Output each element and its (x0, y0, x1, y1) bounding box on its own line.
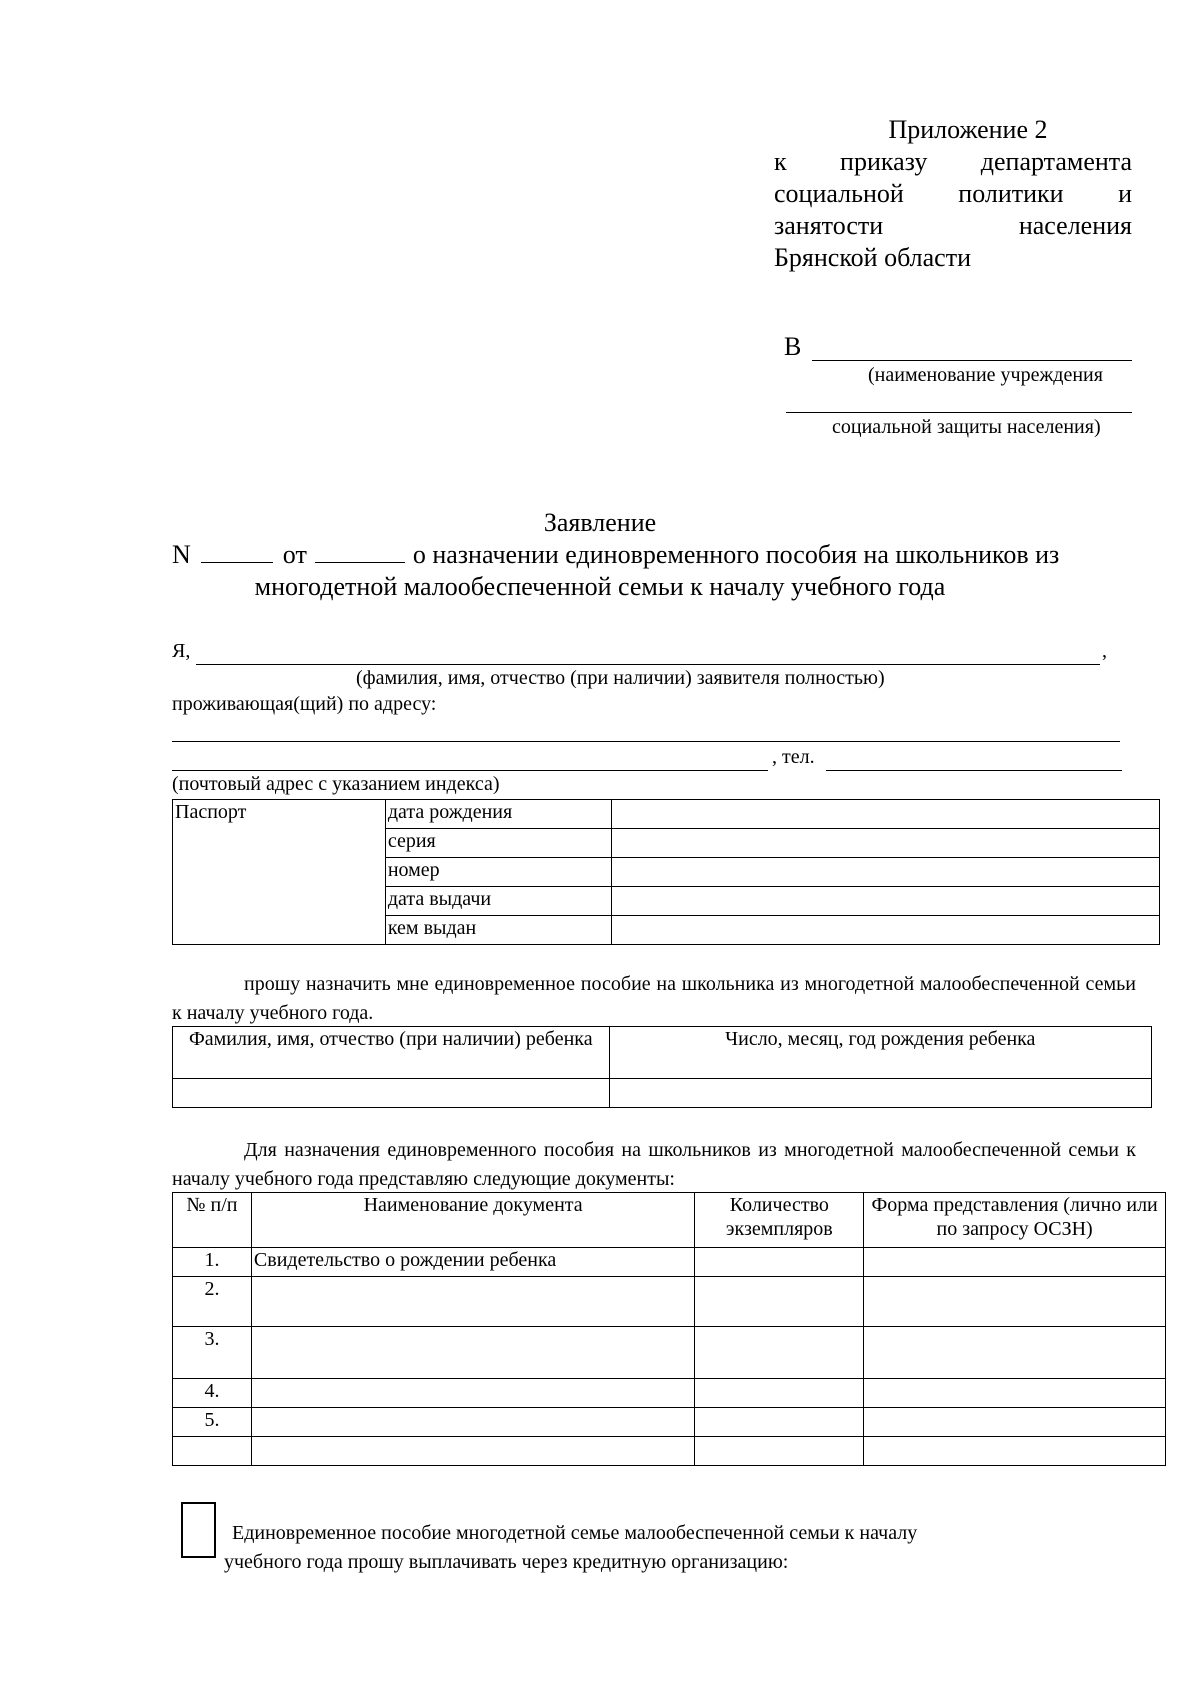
payment-checkbox[interactable] (181, 1502, 216, 1558)
passport-field-label: дата выдачи (385, 887, 611, 916)
form-cell[interactable] (864, 1408, 1166, 1437)
qty-header: Количество экземпляров (695, 1193, 864, 1248)
annex-word: социальной (774, 179, 904, 208)
annex-word: и (1118, 179, 1132, 208)
passport-table (172, 799, 1160, 945)
annex-word: департамента (980, 147, 1132, 176)
documents-intro: Для назначения единовременного пособия на школьников из многодетной малообеспеченной семьи к началу учебного года представляю следующие документы: (172, 1139, 1136, 1190)
form-cell[interactable] (864, 1379, 1166, 1408)
annex-word: политики (958, 179, 1064, 208)
form-cell[interactable] (864, 1327, 1166, 1379)
address-caption: (почтовый адрес с указанием индекса) (172, 773, 500, 795)
annex-header (774, 114, 1132, 274)
table-row (173, 1248, 1166, 1277)
passport-value-cell[interactable] (611, 858, 1159, 887)
form-cell[interactable] (864, 1437, 1166, 1466)
applicant-comma: , (1102, 640, 1107, 662)
payment-text-line-2: учебного года прошу выплачивать через кредитную организацию: (224, 1551, 789, 1573)
document-subtitle-line-1 (172, 540, 1132, 570)
annex-line-4: Брянской области (774, 243, 971, 272)
form-header: Форма представления (лично или по запросу ОСЗН) (864, 1193, 1166, 1248)
passport-label: Паспорт (173, 800, 386, 945)
table-row (173, 1193, 1166, 1248)
passport-field-label: номер (385, 858, 611, 887)
passport-value-cell[interactable] (611, 829, 1159, 858)
recipient-field-2[interactable] (786, 412, 1132, 413)
phone-field[interactable] (826, 770, 1122, 771)
doc-name-cell[interactable] (251, 1379, 694, 1408)
qty-cell[interactable] (695, 1248, 864, 1277)
passport-field-label: дата рождения (385, 800, 611, 829)
row-number (173, 1437, 252, 1466)
child-table (172, 1026, 1152, 1108)
annex-word: населения (1018, 211, 1132, 240)
annex-title: Приложение 2 (888, 115, 1048, 144)
row-number: 3. (173, 1327, 252, 1379)
table-row (173, 1277, 1166, 1327)
request-text: прошу назначить мне единовременное пособие на школьника из многодетной малообеспеченной семьи к началу учебного года. (172, 973, 1136, 1024)
address-field-2[interactable] (172, 770, 768, 771)
table-row (173, 800, 1160, 829)
qty-cell[interactable] (695, 1277, 864, 1327)
annex-line-2 (774, 178, 1132, 210)
qty-cell[interactable] (695, 1327, 864, 1379)
doc-name-cell[interactable] (251, 1437, 694, 1466)
child-name-header: Фамилия, имя, отчество (при наличии) ребенка (173, 1027, 610, 1079)
annex-line-3 (774, 210, 1132, 242)
phone-label: , тел. (772, 746, 815, 768)
form-cell[interactable] (864, 1277, 1166, 1327)
doc-name-cell[interactable] (251, 1408, 694, 1437)
row-number: 2. (173, 1277, 252, 1327)
passport-value-cell[interactable] (611, 800, 1159, 829)
recipient-caption-1: (наименование учреждения (868, 364, 1103, 386)
documents-table (172, 1192, 1166, 1466)
child-name-cell[interactable] (173, 1079, 610, 1108)
passport-value-cell[interactable] (611, 887, 1159, 916)
document-subtitle-line-2: многодетной малообеспеченной семьи к началу учебного года (254, 572, 946, 601)
document-title: Заявление (543, 508, 657, 537)
qty-cell[interactable] (695, 1379, 864, 1408)
row-number: 1. (173, 1248, 252, 1277)
passport-value-cell[interactable] (611, 916, 1159, 945)
table-row (173, 1027, 1152, 1079)
qty-cell[interactable] (695, 1437, 864, 1466)
recipient-field[interactable] (812, 360, 1132, 361)
applicant-name-field[interactable] (196, 664, 1100, 665)
table-row (173, 1379, 1166, 1408)
address-label: проживающая(щий) по адресу: (172, 693, 437, 715)
num-header: № п/п (173, 1193, 252, 1248)
doc-name-cell[interactable] (251, 1277, 694, 1327)
doc-name-cell[interactable]: Свидетельство о рождении ребенка (251, 1248, 694, 1277)
recipient-caption-2: социальной защиты населения) (832, 416, 1101, 438)
annex-line-1 (774, 146, 1132, 178)
from-label: от (282, 540, 307, 569)
annex-word: приказу (840, 147, 928, 176)
date-field[interactable] (315, 562, 405, 563)
child-birth-cell[interactable] (609, 1079, 1151, 1108)
doc-name-cell[interactable] (251, 1327, 694, 1379)
table-row (173, 1079, 1152, 1108)
recipient-prefix: В (784, 332, 802, 361)
doc-name-header: Наименование документа (251, 1193, 694, 1248)
qty-cell[interactable] (695, 1408, 864, 1437)
table-row (173, 1437, 1166, 1466)
table-row (173, 1327, 1166, 1379)
subtitle-rest: о назначении единовременного пособия на школьников из (412, 540, 1060, 569)
address-field-1[interactable] (172, 741, 1120, 742)
annex-word: занятости (774, 211, 884, 240)
child-birth-header: Число, месяц, год рождения ребенка (609, 1027, 1151, 1079)
applicant-name-caption: (фамилия, имя, отчество (при наличии) заявителя полностью) (356, 667, 885, 689)
passport-field-label: серия (385, 829, 611, 858)
form-cell[interactable] (864, 1248, 1166, 1277)
applicant-prefix: Я, (172, 640, 191, 662)
payment-text-line-1: Единовременное пособие многодетной семье малообеспеченной семьи к началу (232, 1522, 918, 1544)
number-field[interactable] (201, 562, 273, 563)
row-number: 5. (173, 1408, 252, 1437)
passport-field-label: кем выдан (385, 916, 611, 945)
table-row (173, 1408, 1166, 1437)
annex-word: к (774, 147, 787, 176)
number-label: N (172, 540, 191, 569)
row-number: 4. (173, 1379, 252, 1408)
